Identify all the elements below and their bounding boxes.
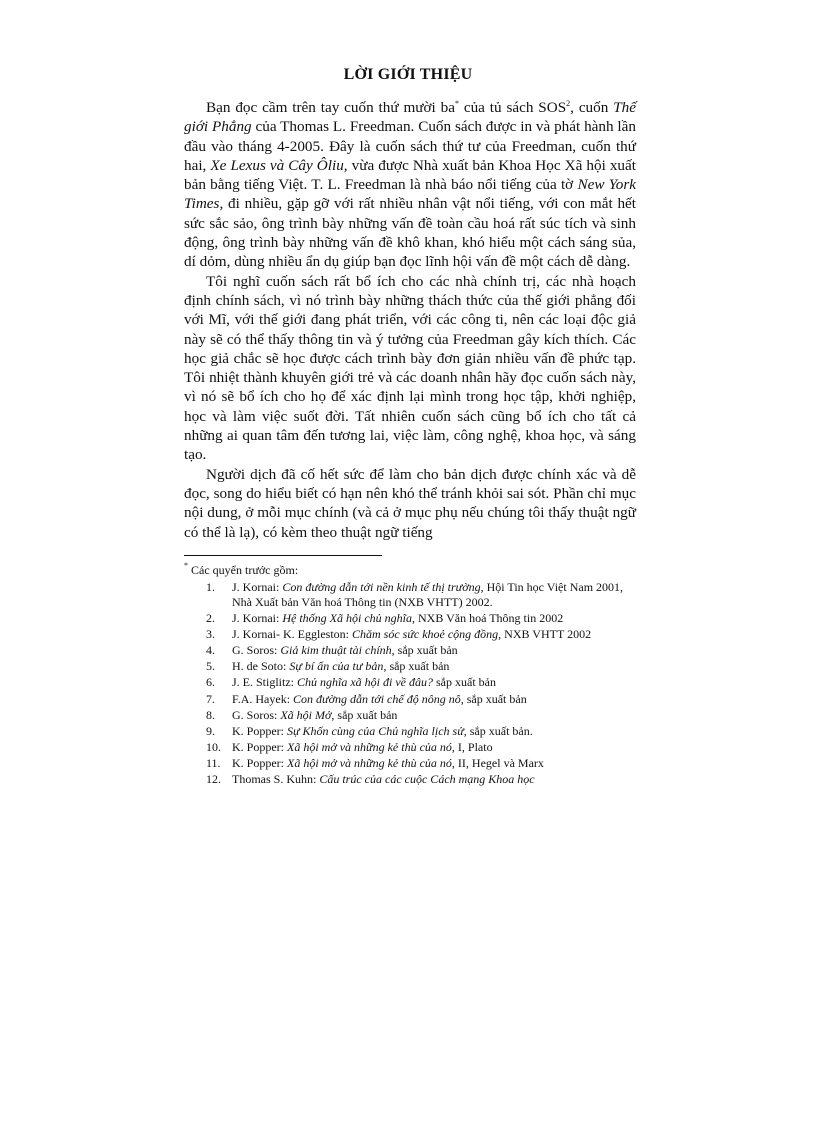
list-item-details: , sắp xuất bản <box>331 707 398 722</box>
list-item <box>184 756 636 772</box>
list-item-details: , NXB Văn hoá Thông tin 2002 <box>411 611 564 626</box>
p1-text-b: của tủ sách SOS <box>458 99 567 116</box>
list-item-title: Con đường dẫn tới chế độ nông nô <box>293 691 461 706</box>
list-item-author: K. Popper: <box>232 755 287 770</box>
list-item-author: J. Kornai: <box>232 579 283 594</box>
p1-text-c: , cuốn <box>570 99 614 116</box>
list-item-author: G. Soros: <box>232 707 281 722</box>
list-item-title: Con đường dẫn tới nền kinh tế thị trường, <box>282 579 484 594</box>
list-item <box>184 772 636 788</box>
list-item <box>184 740 636 756</box>
list-item-title: Xã hội mở và những kẻ thù của nó <box>287 739 452 754</box>
book-title-flat-world: Thế giới Phẳng <box>184 99 636 136</box>
list-item-details: NXB VHTT 2002 <box>501 627 592 642</box>
list-item-number: 8. <box>206 707 215 722</box>
list-item-number: 11. <box>206 755 221 770</box>
list-item-title: Sự Khốn cùng của Chủ nghĩa lịch sử <box>287 723 464 738</box>
list-item-details: , II, Hegel và Marx <box>451 755 544 770</box>
list-item-author: J. E. Stiglitz: <box>232 675 298 690</box>
p1-text-f: đi nhiều, gặp gỡ với rất nhiều nhân vật nổi tiếng, với con mắt hết sức sắc sảo, ông trình bày những vấn đề toàn cầu hoá rất súc tích và sinh động, ông trình bày những vấn đề khô khan, khó hiểu một cách sáng sủa, dí dỏm, dùng nhiều ẩn dụ giúp bạn đọc lĩnh hội vấn đề một cách dễ dàng. <box>184 195 636 271</box>
list-item-number: 10. <box>206 739 221 754</box>
paragraph-2: Tôi nghĩ cuốn sách rất bổ ích cho các nhà chính trị, các nhà hoạch định chính sách, vì nó trình bày những thách thức của thế giới phẳng đối với Mĩ, với thế giới đang phát triển, với các công ti, nên các loại độc giả này sẽ có thể thấy thông tin và ý tưởng của Freedman gây kích thích. Các học giả chắc sẽ học được cách trình bày đơn giản nhiều vấn đề phức tạp. Tôi nhiệt thành khuyên giới trẻ và các doanh nhân hãy đọc cuốn sách này, vì nó sẽ bổ ích cho họ để xác định lại mình trong học tập, khởi nghiệp, học và làm việc suốt đời. Tất nhiên cuốn sách cũng bổ ích cho tất cả những ai quan tâm đến tương lai, việc làm, công nghệ, khoa học, và sáng tạo. <box>184 272 636 464</box>
superscript-2: 2 <box>566 99 571 108</box>
list-item <box>184 692 636 708</box>
p1-text-d: của Thomas L. Freedman. Cuốn sách được in và phát hành lần đầu vào tháng 4-2005. Đây là cuốn sách thứ tư của Freedman, cuốn thứ hai, <box>184 118 636 174</box>
list-item-details: , I, Plato <box>451 739 493 754</box>
list-item <box>184 724 636 740</box>
footnote-mark: * <box>184 561 188 570</box>
page-title: LỜI GIỚI THIỆU <box>343 66 473 83</box>
list-item-author: K. Popper: <box>232 739 287 754</box>
list-item-author: Thomas S. Kuhn: <box>232 772 320 787</box>
list-item-title: Xã hội mở và những kẻ thù của nó <box>287 755 452 770</box>
list-item-details: Hội Tin học Việt Nam 2001, Nhà Xuất bản Văn hoá Thông tin (NXB VHTT) 2002. <box>232 579 624 609</box>
list-item <box>184 627 636 643</box>
paragraph-1 <box>184 98 636 272</box>
footnote-marker: * <box>454 99 459 108</box>
list-item-number: 12. <box>206 772 221 787</box>
list-item-details: sắp xuất bản <box>433 675 496 690</box>
p1-text-e: vừa được Nhà xuất bản Khoa Học Xã hội xuất bản bằng tiếng Việt. T. L. Freedman là nhà báo nổi tiếng của tờ <box>184 156 636 194</box>
list-item-title: Giả kim thuật tài chính <box>280 643 392 658</box>
list-item-title: Hệ thống Xã hội chủ nghĩa <box>282 611 412 626</box>
list-item <box>184 675 636 691</box>
list-item-number: 3. <box>206 627 215 642</box>
list-item-number: 2. <box>206 611 215 626</box>
list-item <box>184 659 636 675</box>
list-item-title: Xã hội Mở <box>280 707 332 722</box>
list-item-number: 4. <box>206 643 215 658</box>
footnote-intro-text: Các quyển trước gồm: <box>188 563 299 577</box>
footnote-divider <box>184 555 382 556</box>
list-item-number: 6. <box>206 675 215 690</box>
book-title-lexus: Xe Lexus và Cây Ôliu, <box>210 156 348 174</box>
list-item-author: F.A. Hayek: <box>232 691 294 706</box>
list-item-author: H. de Soto: <box>232 659 290 674</box>
list-item <box>184 580 636 611</box>
list-item <box>184 643 636 659</box>
list-item-author: J. Kornai: <box>232 611 283 626</box>
list-item <box>184 611 636 627</box>
list-item-title: Chủ nghĩa xã hội đi về đâu? <box>297 675 433 690</box>
main-text <box>184 98 636 542</box>
list-item-author: G. Soros: <box>232 643 281 658</box>
list-item-title: Cấu trúc của các cuộc Cách mạng Khoa học <box>319 772 535 787</box>
list-item-author: K. Popper: <box>232 723 287 738</box>
list-item-number: 5. <box>206 659 215 674</box>
previous-books-list <box>184 580 636 788</box>
list-item-details: , sắp xuất bản <box>383 659 450 674</box>
list-item <box>184 708 636 724</box>
list-item-details: , sắp xuất bản <box>460 691 527 706</box>
paragraph-3: Người dịch đã cố hết sức để làm cho bản dịch được chính xác và dễ đọc, song do hiểu biết có hạn nên khó thể tránh khỏi sai sót. Phần chỉ mục nội dung, ở mỗi mục chính (và cả ở mục phụ nếu chúng tôi thấy thuật ngữ có thể là lạ), có kèm theo thuật ngữ tiếng <box>184 465 636 541</box>
list-item-number: 9. <box>206 723 215 738</box>
list-item-number: 7. <box>206 691 215 706</box>
list-item-details: , sắp xuất bản. <box>463 723 533 738</box>
list-item-details: , sắp xuất bản <box>391 643 458 658</box>
footnote-intro <box>184 563 636 579</box>
newspaper-name: New York Times, <box>184 176 636 213</box>
footnote <box>184 563 636 788</box>
list-item-title: Sự bí ẩn của tư bản <box>289 659 384 674</box>
p1-text-a: Bạn đọc cầm trên tay cuốn thứ mười ba <box>206 99 455 116</box>
list-item-author: J. Kornai- K. Eggleston: <box>232 627 352 642</box>
list-item-title: Chăm sóc sức khoẻ cộng đồng, <box>351 627 502 642</box>
list-item-number: 1. <box>206 579 215 594</box>
